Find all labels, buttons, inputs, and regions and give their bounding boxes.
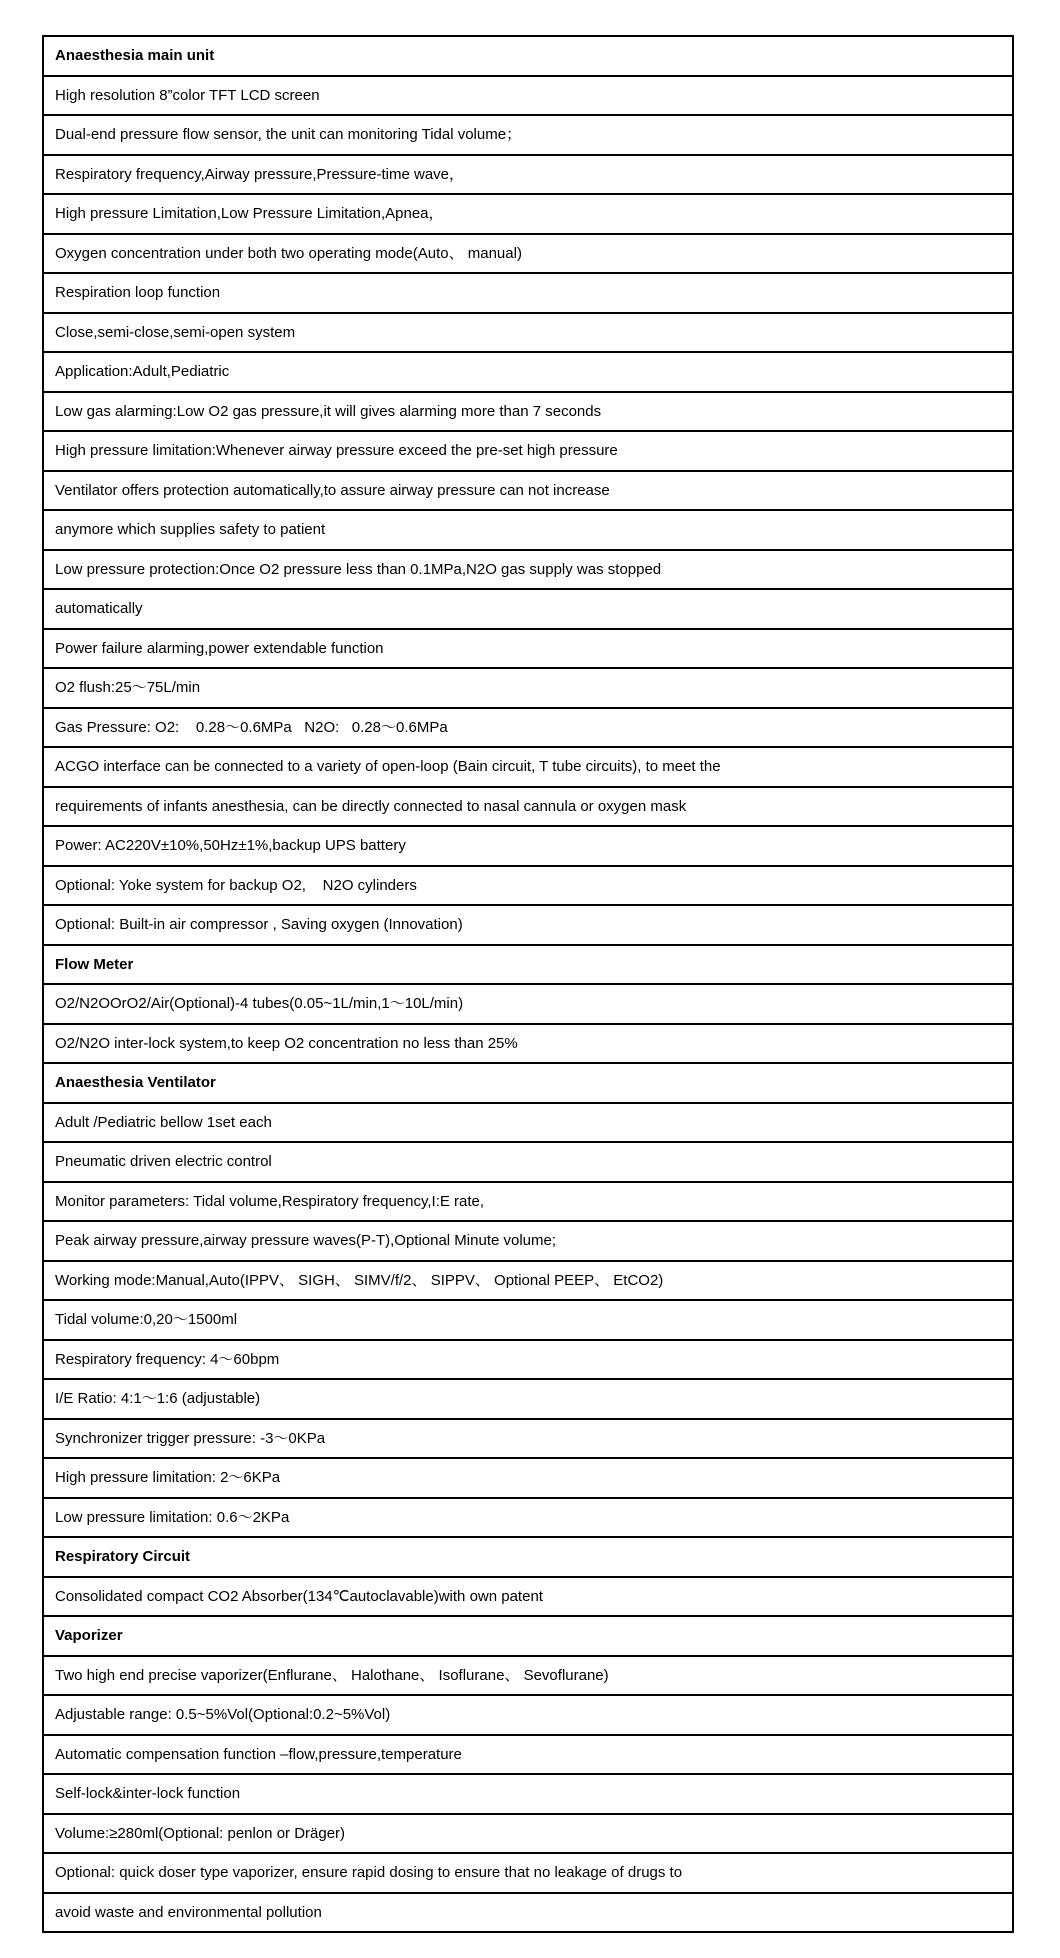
table-row: [43, 1261, 1013, 1301]
spec-cell: Optional: quick doser type vaporizer, ensure rapid dosing to ensure that no leakage of drugs to: [43, 1853, 1013, 1893]
table-row: [43, 1300, 1013, 1340]
spec-cell: O2/N2OOrO2/Air(Optional)-4 tubes(0.05~1L/min,1～10L/min): [43, 984, 1013, 1024]
table-row: [43, 1735, 1013, 1775]
spec-cell: Respiration loop function: [43, 273, 1013, 313]
spec-cell: Consolidated compact CO2 Absorber(134℃autoclavable)with own patent: [43, 1577, 1013, 1617]
spec-cell: High pressure Limitation,Low Pressure Limitation,Apnea，: [43, 194, 1013, 234]
table-row: [43, 1577, 1013, 1617]
table-row: [43, 1024, 1013, 1064]
table-row: [43, 787, 1013, 827]
table-row: [43, 589, 1013, 629]
spec-cell: Tidal volume:0,20～1500ml: [43, 1300, 1013, 1340]
spec-cell: avoid waste and environmental pollution: [43, 1893, 1013, 1933]
table-row: [43, 1142, 1013, 1182]
table-row: [43, 629, 1013, 669]
table-row: [43, 866, 1013, 906]
spec-cell: Peak airway pressure,airway pressure waves(P-T),Optional Minute volume;: [43, 1221, 1013, 1261]
spec-cell: Adult /Pediatric bellow 1set each: [43, 1103, 1013, 1143]
table-row: [43, 1458, 1013, 1498]
table-row: [43, 234, 1013, 274]
spec-cell: Low pressure limitation: 0.6～2KPa: [43, 1498, 1013, 1538]
table-row: [43, 76, 1013, 116]
table-row: [43, 1182, 1013, 1222]
spec-cell: Volume:≥280ml(Optional: penlon or Dräger): [43, 1814, 1013, 1854]
table-row: [43, 945, 1013, 985]
spec-cell: Synchronizer trigger pressure: -3～0KPa: [43, 1419, 1013, 1459]
table-row: [43, 1774, 1013, 1814]
table-row: [43, 1498, 1013, 1538]
spec-cell: Power failure alarming,power extendable function: [43, 629, 1013, 669]
table-row: [43, 1656, 1013, 1696]
table-row: [43, 1379, 1013, 1419]
table-row: [43, 36, 1013, 76]
spec-cell: anymore which supplies safety to patient: [43, 510, 1013, 550]
table-row: [43, 313, 1013, 353]
spec-cell: Low pressure protection:Once O2 pressure less than 0.1MPa,N2O gas supply was stopped: [43, 550, 1013, 590]
spec-cell: O2/N2O inter-lock system,to keep O2 concentration no less than 25%: [43, 1024, 1013, 1064]
table-row: [43, 1103, 1013, 1143]
table-row: [43, 1814, 1013, 1854]
spec-cell: Dual-end pressure flow sensor, the unit can monitoring Tidal volume；: [43, 115, 1013, 155]
spec-cell: I/E Ratio: 4:1～1:6 (adjustable): [43, 1379, 1013, 1419]
table-row: [43, 1419, 1013, 1459]
table-row: [43, 392, 1013, 432]
spec-cell: Low gas alarming:Low O2 gas pressure,it will gives alarming more than 7 seconds: [43, 392, 1013, 432]
spec-cell: Ventilator offers protection automatically,to assure airway pressure can not increase: [43, 471, 1013, 511]
table-row: [43, 708, 1013, 748]
section-header-cell: Flow Meter: [43, 945, 1013, 985]
spec-cell: High pressure limitation:Whenever airway pressure exceed the pre-set high pressure: [43, 431, 1013, 471]
spec-cell: Respiratory frequency,Airway pressure,Pressure-time wave，: [43, 155, 1013, 195]
spec-cell: automatically: [43, 589, 1013, 629]
table-row: [43, 115, 1013, 155]
table-row: [43, 905, 1013, 945]
spec-cell: Automatic compensation function –flow,pressure,temperature: [43, 1735, 1013, 1775]
table-row: [43, 431, 1013, 471]
spec-cell: Pneumatic driven electric control: [43, 1142, 1013, 1182]
section-header-cell: Vaporizer: [43, 1616, 1013, 1656]
section-header-cell: Anaesthesia main unit: [43, 36, 1013, 76]
section-header-cell: Respiratory Circuit: [43, 1537, 1013, 1577]
spec-cell: Optional: Built-in air compressor , Saving oxygen (Innovation): [43, 905, 1013, 945]
spec-cell: Optional: Yoke system for backup O2, N2O cylinders: [43, 866, 1013, 906]
spec-cell: Monitor parameters: Tidal volume,Respiratory frequency,I:E rate,: [43, 1182, 1013, 1222]
table-row: [43, 352, 1013, 392]
table-row: [43, 471, 1013, 511]
table-row: [43, 1537, 1013, 1577]
section-header-cell: Anaesthesia Ventilator: [43, 1063, 1013, 1103]
table-row: [43, 1340, 1013, 1380]
spec-cell: Power: AC220V±10%,50Hz±1%,backup UPS battery: [43, 826, 1013, 866]
table-row: [43, 668, 1013, 708]
table-row: [43, 1221, 1013, 1261]
spec-table-body: [43, 36, 1013, 1932]
spec-cell: High pressure limitation: 2～6KPa: [43, 1458, 1013, 1498]
table-row: [43, 1616, 1013, 1656]
spec-cell: Oxygen concentration under both two operating mode(Auto、 manual): [43, 234, 1013, 274]
table-row: [43, 273, 1013, 313]
spec-cell: Gas Pressure: O2: 0.28～0.6MPa N2O: 0.28～0.6MPa: [43, 708, 1013, 748]
spec-cell: requirements of infants anesthesia, can be directly connected to nasal cannula or oxygen mask: [43, 787, 1013, 827]
table-row: [43, 1063, 1013, 1103]
table-row: [43, 1853, 1013, 1893]
spec-cell: Working mode:Manual,Auto(IPPV、 SIGH、 SIMV/f/2、 SIPPV、 Optional PEEP、 EtCO2): [43, 1261, 1013, 1301]
spec-cell: Close,semi-close,semi-open system: [43, 313, 1013, 353]
table-row: [43, 826, 1013, 866]
table-row: [43, 747, 1013, 787]
table-row: [43, 194, 1013, 234]
table-row: [43, 1695, 1013, 1735]
table-row: [43, 510, 1013, 550]
table-row: [43, 984, 1013, 1024]
spec-table: [42, 35, 1014, 1933]
table-row: [43, 1893, 1013, 1933]
spec-cell: Two high end precise vaporizer(Enflurane、 Halothane、 Isoflurane、 Sevoflurane): [43, 1656, 1013, 1696]
table-row: [43, 550, 1013, 590]
table-row: [43, 155, 1013, 195]
spec-cell: Application:Adult,Pediatric: [43, 352, 1013, 392]
spec-cell: Respiratory frequency: 4～60bpm: [43, 1340, 1013, 1380]
spec-cell: High resolution 8”color TFT LCD screen: [43, 76, 1013, 116]
spec-cell: ACGO interface can be connected to a variety of open-loop (Bain circuit, T tube circuits), to meet the: [43, 747, 1013, 787]
spec-cell: Self-lock&inter-lock function: [43, 1774, 1013, 1814]
spec-cell: Adjustable range: 0.5~5%Vol(Optional:0.2~5%Vol): [43, 1695, 1013, 1735]
spec-cell: O2 flush:25～75L/min: [43, 668, 1013, 708]
